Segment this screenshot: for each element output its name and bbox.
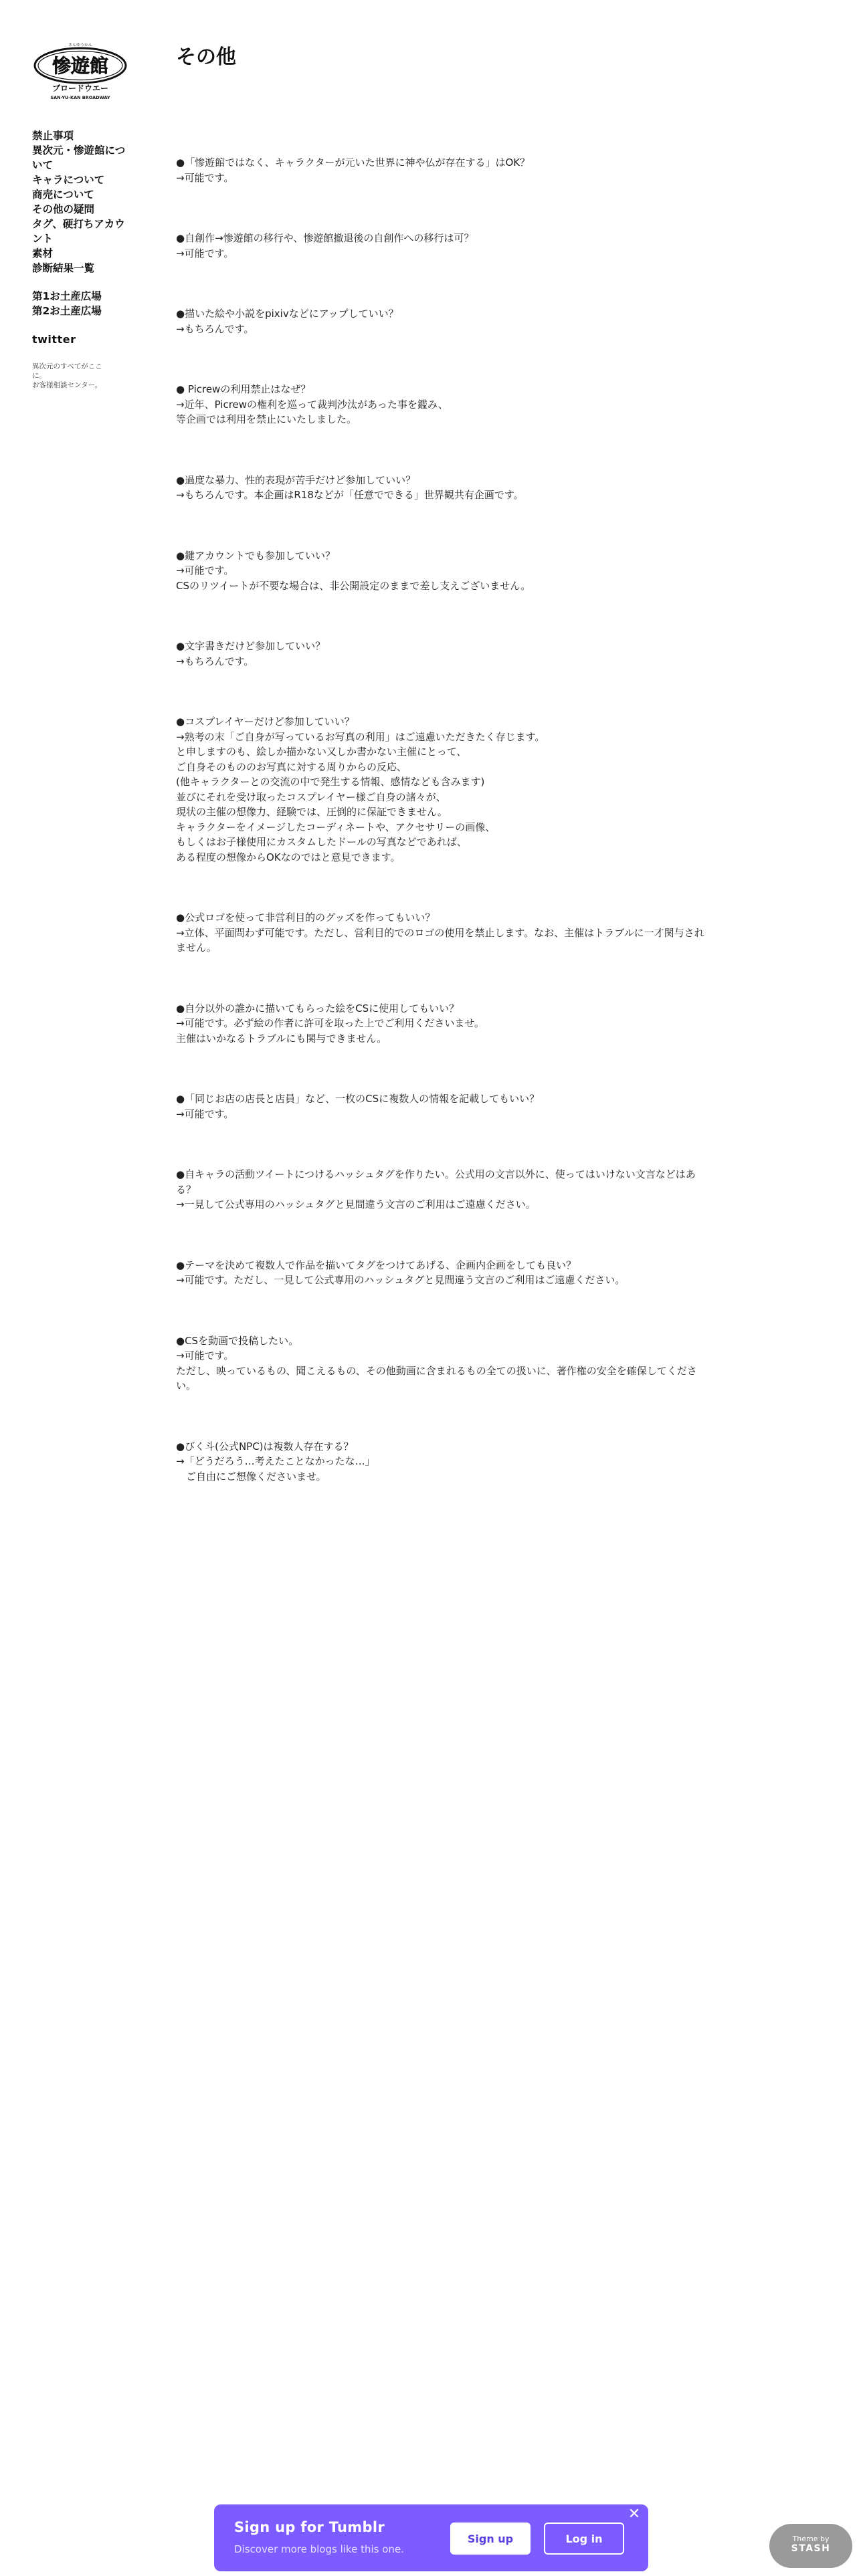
faq-item: ●「同じお店の店長と店員」など、一枚のCSに複数人の情報を記載してもいい？ →可能です。 [176, 1093, 540, 1120]
faq-item: ● Picrewの利用禁止はなぜ？ →近年、Picrewの権利を巡って裁判沙汰があった事を鑑み、 等企画では利用を禁止にいたしました。 [176, 383, 448, 425]
logo-sub: ブロードウエー [52, 84, 109, 93]
souvenir-nav [32, 289, 132, 318]
sidebar [32, 40, 132, 390]
faq-item: ●びく斗(公式NPC)は複数人存在する？ →「どうだろう…考えたことなかったな…」 ご自由にご想像くださいませ。 [176, 1440, 375, 1483]
logo-main: 惨遊館 [52, 55, 109, 77]
nav-link-other-questions[interactable]: その他の疑問 [32, 203, 95, 215]
main-content [176, 40, 711, 1484]
site-logo[interactable] [32, 40, 128, 102]
nav-link-diagnosis[interactable]: 診断結果一覧 [32, 262, 95, 274]
faq-item: ●鍵アカウントでも参加していい？ →可能です。 CSのリツイートが不要な場合は、非公開設定のままで差し支えございません。 [176, 549, 531, 592]
banner-subtitle: Discover more blogs like this one. [234, 2543, 404, 2555]
logo-ruby: さんゆうかん [68, 43, 93, 47]
theme-badge-label: Theme by [792, 2535, 830, 2543]
nav-link-characters[interactable]: キャラについて [32, 174, 105, 186]
faq-item: ●自キャラの活動ツイートにつけるハッシュタグを作りたい。公式用の文言以外に、使ってはいけない文言などはある？ →一見して公式専用のハッシュタグと見間違う文言のご利用はご遠慮ください。 [176, 1168, 696, 1210]
nav-link-souvenir-1[interactable]: 第1お土産広場 [32, 290, 102, 302]
faq-item: ●描いた絵や小説をpixivなどにアップしていい？ →もちろんです。 [176, 308, 399, 335]
faq-item: ●テーマを決めて複数人で作品を描いてタグをつけてあげる、企画内企画をしても良い？ →可能です。ただし、一見して公式専用のハッシュタグと見間違う文言のご利用はご遠慮ください。 [176, 1259, 626, 1286]
logo-en: SAN-YU-KAN BROADWAY [50, 95, 110, 100]
close-icon[interactable]: ✕ [628, 2506, 641, 2523]
signup-button[interactable]: Sign up [450, 2523, 531, 2555]
nav-link-business[interactable]: 商売について [32, 189, 94, 201]
faq-item: ●自分以外の誰かに描いてもらった絵をCSに使用してもいい？ →可能です。必ず絵の作者に許可を取った上でご利用くださいませ。 主催はいかなるトラブルにも関与できません。 [176, 1002, 484, 1045]
page-title: その他 [176, 45, 236, 69]
theme-badge-name: STASH [791, 2543, 831, 2554]
nav-link-materials[interactable]: 素材 [32, 247, 54, 259]
site-tagline: 異次元のすべてがここに。 お客様相談センター。 [32, 362, 102, 389]
faq-item: ●文字書きだけど参加していい？ →もちろんです。 [176, 640, 326, 667]
faq-item: ●コスプレイヤーだけど参加していい？ →熟考の末「ご自身が写っているお写真の利用」はご遠慮いただきたく存じます。 と申しますのも、絵しか描かない又しか書かない主催にとって、 ご自身そのもののお写真に対する周りからの反応、 (他キャラクターとの交流の中で発生する情報、感情なども含みます) 並びにそれを受け取ったコスプレイヤー様ご自身の諸々が、 現状の主催の想像力、経験では、圧倒的に保証できません。 キャラクターをイメージしたコーディネートや、アクセサリーの画像、 もしくはお子様使用にカスタムしたドールの写真などであれば、 ある程度の想像からOKなのではと意見できます。 [176, 716, 545, 863]
faq-item: ●「惨遊館ではなく、キャラクターが元いた世界に神や仏が存在する」はOK？ →可能です。 [176, 156, 531, 184]
faq-item: ●過度な暴力、性的表現が苦手だけど参加していい？ →もちろんです。本企画はR18などが「任意でできる」世界観共有企画です。 [176, 473, 524, 501]
main-nav [32, 128, 132, 276]
nav-link-prohibited[interactable]: 禁止事項 [32, 130, 74, 142]
twitter-link[interactable]: twitter [32, 333, 76, 346]
nav-link-souvenir-2[interactable]: 第2お土産広場 [32, 305, 102, 317]
banner-title: Sign up for Tumblr [234, 2519, 385, 2535]
theme-badge[interactable] [769, 2524, 852, 2568]
faq-item: ●公式ロゴを使って非営利目的のグッズを作ってもいい？ →立体、平面問わず可能です。ただし、営利目的でのロゴの使用を禁止します。なお、主催はトラブルに一才関与されません。 [176, 911, 704, 954]
nav-link-tags[interactable]: タグ、硬打ちアカウント [32, 218, 125, 245]
tumblr-signup-banner [214, 2504, 648, 2571]
faq-item: ●CSを動画で投稿したい。 →可能です。 ただし、映っているもの、聞こえるもの、その他動画に含まれるもの全ての扱いに、著作権の安全を確保してください。 [176, 1334, 697, 1392]
nav-link-world[interactable]: 異次元・惨遊館について [32, 144, 126, 171]
login-button[interactable]: Log in [544, 2523, 624, 2555]
faq-item: ●自創作→惨遊館の移行や、惨遊館撤退後の自創作への移行は可？ →可能です。 [176, 232, 474, 259]
